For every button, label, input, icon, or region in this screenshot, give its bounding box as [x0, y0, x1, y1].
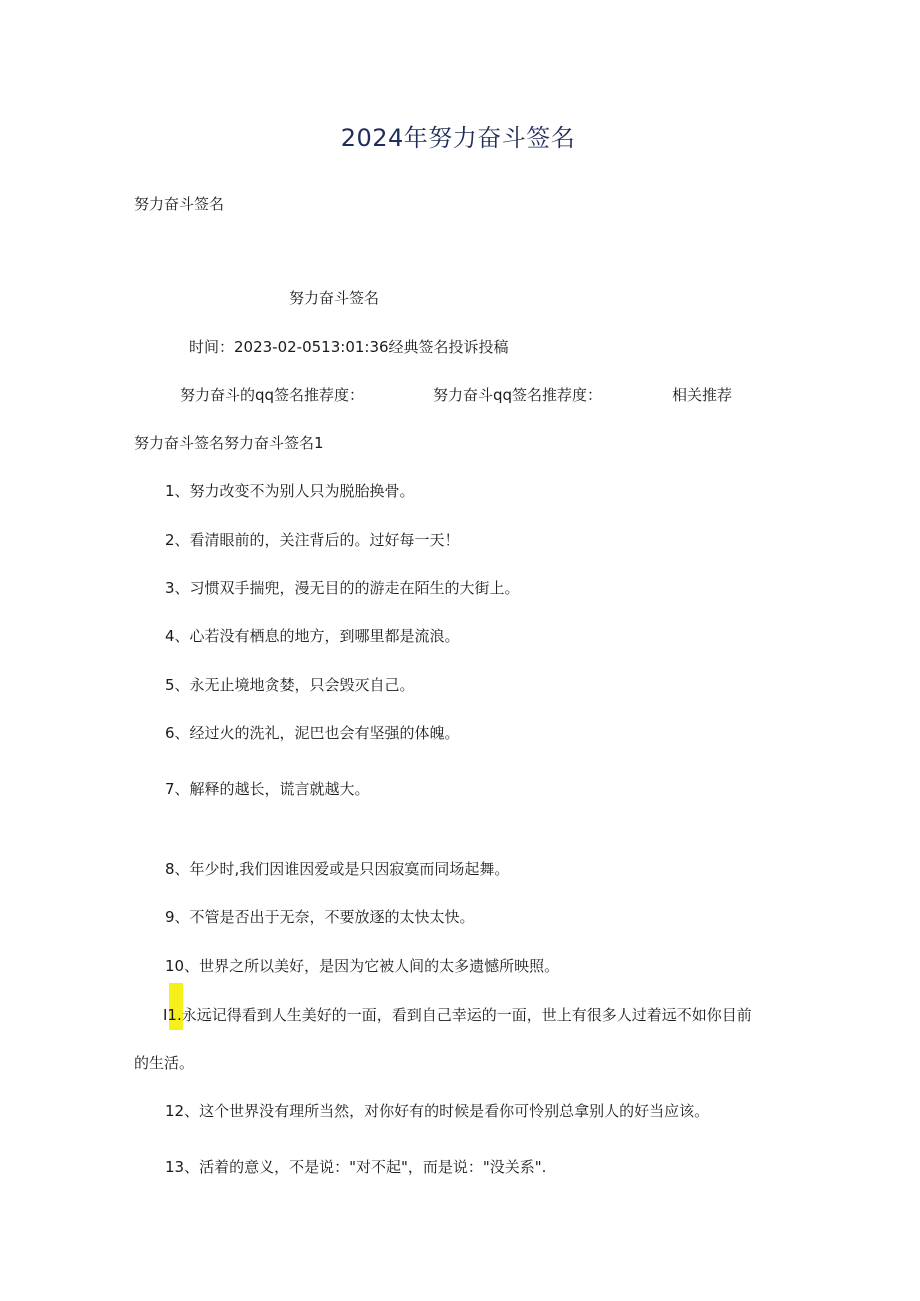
subheading: 努力奋斗签名	[134, 195, 225, 213]
recommend-col3: 相关推荐	[672, 386, 733, 404]
meta-line: 时间：2023-02-0513:01:36经典签名投诉投稿	[189, 338, 509, 356]
list-item: 3、习惯双手揣兜，漫无目的的游走在陌生的大街上。	[165, 579, 520, 597]
list-item: 2、看清眼前的，关注背后的。过好每一天！	[165, 531, 460, 549]
list-item-12: 12、这个世界没有理所当然，对你好有的时候是看你可怜别总拿别人的好当应该。	[165, 1102, 710, 1120]
list-item-11-continuation: 的生活。	[134, 1054, 195, 1072]
section-heading: 努力奋斗签名努力奋斗签名1	[134, 434, 324, 452]
list-item: 5、永无止境地贪婪，只会毁灭自己。	[165, 676, 415, 694]
list-item: 6、经过火的洗礼，泥巴也会有坚强的体魄。	[165, 724, 460, 742]
list-item-13: 13、活着的意义，不是说："对不起"，而是说："没关系".	[165, 1158, 547, 1176]
center-heading: 努力奋斗签名	[289, 289, 380, 307]
recommend-col2: 努力奋斗qq签名推荐度：	[433, 386, 603, 404]
list-item: 8、年少时,我们因谁因爱或是只因寂寞而同场起舞。	[165, 860, 510, 878]
list-item-11-prefix: I1.	[163, 1006, 182, 1024]
list-item: 7、解释的越长，谎言就越大。	[165, 780, 370, 798]
list-item: 10、世界之所以美好，是因为它被人间的太多遗憾所映照。	[165, 957, 560, 975]
list-item-11	[163, 1005, 752, 1025]
recommend-col1: 努力奋斗的qq签名推荐度：	[180, 386, 365, 404]
list-item: 4、心若没有栖息的地方，到哪里都是流浪。	[165, 627, 460, 645]
list-item: 9、不管是否出于无奈，不要放逐的太快太快。	[165, 908, 475, 926]
list-item: 1、努力改变不为别人只为脱胎换骨。	[165, 482, 415, 500]
document-title: 2024年努力奋斗签名	[340, 124, 576, 152]
list-item-11-text: 永远记得看到人生美好的一面，看到自己幸运的一面，世上有很多人过着远不如你目前	[181, 1006, 752, 1024]
